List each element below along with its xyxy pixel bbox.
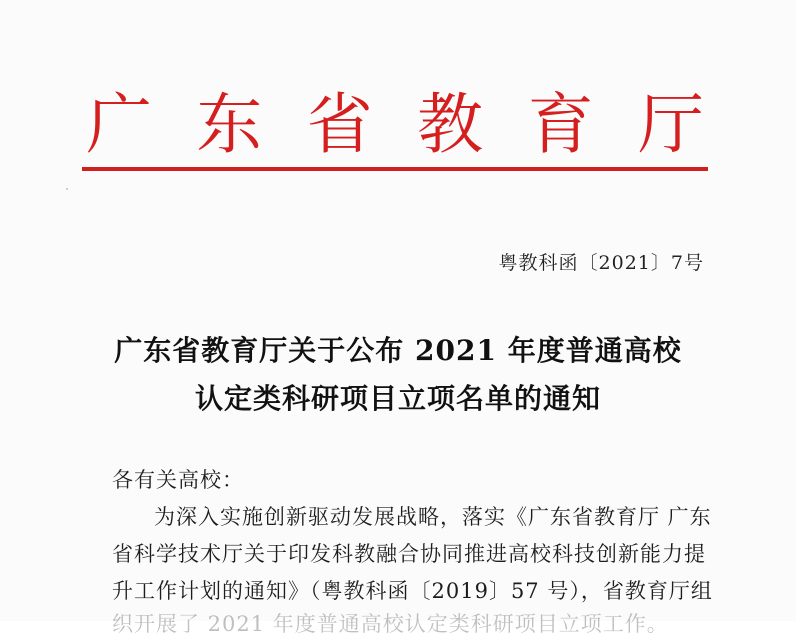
body-line-4-partial: 织开展了 2021 年度普通高校认定类科研项目立项工作。 [112,612,669,636]
letterhead-char-1: 广 [86,86,152,163]
letterhead [82,86,708,163]
letterhead-red-rule [82,167,708,171]
letterhead-char-3: 省 [306,86,373,163]
letterhead-char-4: 教 [417,86,484,163]
letterhead-char-5: 育 [527,86,594,163]
scan-dot [66,188,68,190]
document-number: 粤教科函〔2021〕7号 [498,252,704,274]
body-line-2: 省科学技术厅关于印发科教融合协同推进高校科技创新能力提 [112,542,706,566]
document-title-line-1: 广东省教育厅关于公布 2021 年度普通高校 [114,334,682,367]
document-title-line-2: 认定类科研项目立项名单的通知 [194,382,601,415]
addressee: 各有关高校： [112,468,244,492]
letterhead-char-2: 东 [196,86,263,163]
letterhead-char-6: 厅 [637,86,704,163]
body-line-3: 升工作计划的通知》（粤教科函〔2019〕57 号），省教育厅组 [112,579,713,603]
body-line-1: 为深入实施创新驱动发展战略，落实《广东省教育厅 广东 [154,505,712,529]
